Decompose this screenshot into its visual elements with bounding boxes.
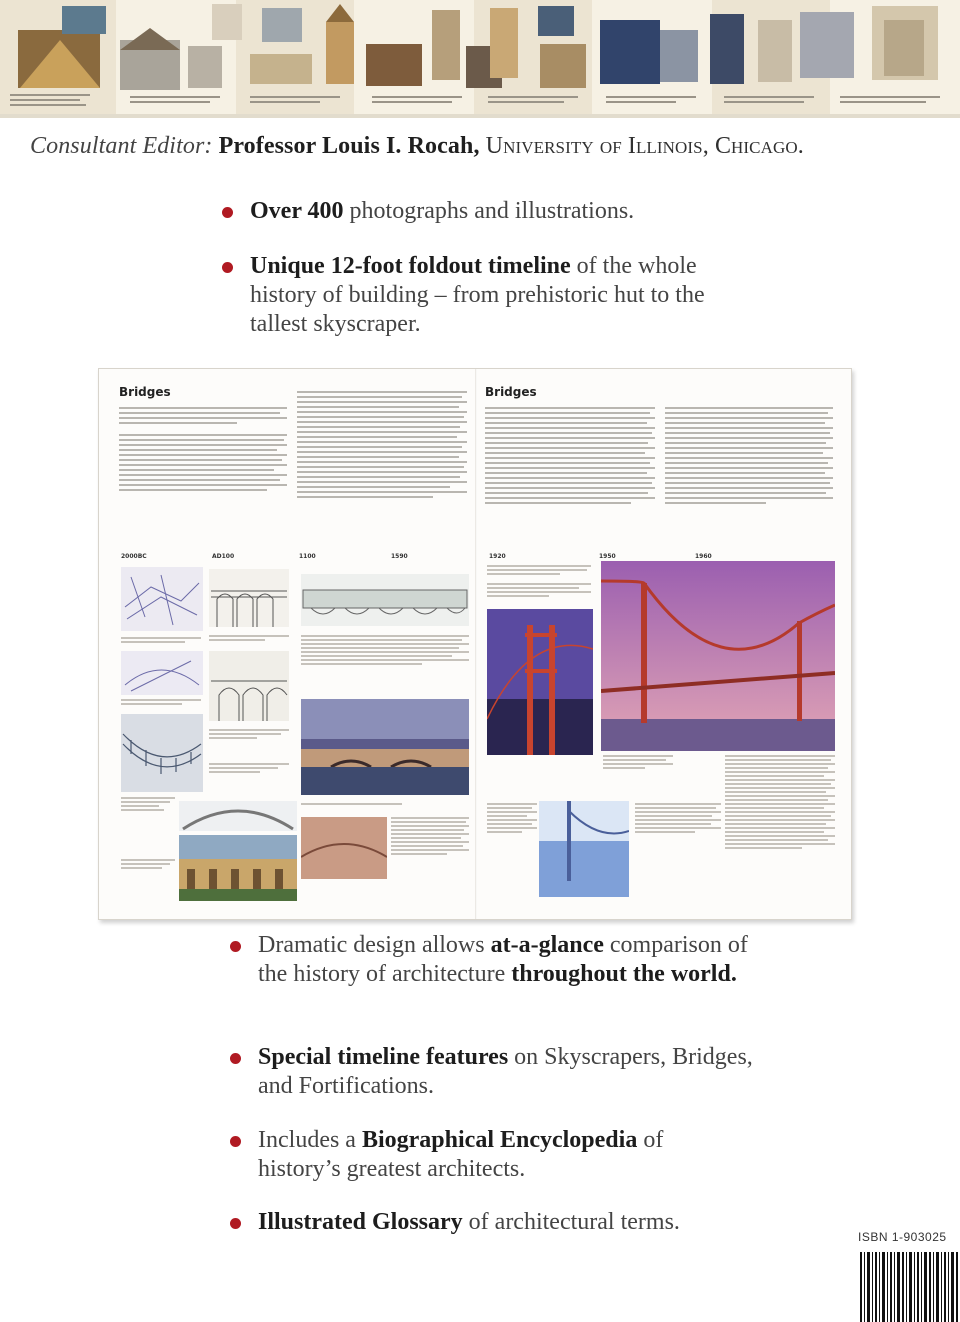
timeline-caption [209,763,289,775]
spread-fold [475,369,477,919]
timeline-caption [301,803,469,807]
feature-bullet-encyclopedia [230,1126,718,1184]
text-column [297,391,467,501]
timeline-year: 2000BC [121,553,147,560]
timeline-caption [635,803,721,835]
bullet-bold-text: throughout the world. [511,961,737,987]
bullet-bold-text: Over 400 [250,198,344,224]
ponte-vecchio-photo [301,699,469,795]
timeline-year: 1960 [695,553,712,560]
timeline-year: AD100 [212,553,235,560]
timeline-caption [121,859,175,871]
bullet-text: Includes a [258,1127,362,1153]
feature-bullet-photographs [222,197,770,226]
suspension-bridge-diagram [539,801,629,897]
right-page-title: Bridges [485,385,537,399]
consultant-name: Professor Louis I. Rocah, [218,133,480,159]
feature-bullet-glossary [230,1208,778,1237]
isbn-number: ISBN 1-903025 [858,1230,947,1244]
timeline-caption [121,699,201,707]
pont-du-gard-photo [179,835,297,901]
bullet-dot [222,207,233,218]
barcode [858,1252,960,1322]
timeline-year: 1920 [489,553,506,560]
bullet-text: photographs and illustrations. [343,198,635,224]
feature-bullet-design [230,931,778,989]
stone-arch-illustration [179,801,297,831]
bullet-text: of history’s greatest architects. [258,1127,664,1182]
bridge-illustration [121,651,203,695]
arch-bridge-illustration [209,651,289,721]
bridge-sketch-photo [301,817,387,879]
consultant-label: Consultant Editor: [30,133,213,159]
bridge-illustration [121,567,203,631]
bullet-text: of the whole history of building – from prehistoric hut to the tallest skyscraper. [250,253,705,337]
bullet-dot [230,1053,241,1064]
bullet-dot [230,941,241,952]
aqueduct-illustration [209,569,289,627]
feature-bullet-special-features [230,1043,758,1101]
timeline-caption [209,635,289,643]
timeline-caption [487,803,537,835]
timeline-caption [121,637,201,645]
timeline-caption [725,755,835,851]
timeline-caption [391,817,469,857]
feature-bullet-timeline [222,252,720,339]
rope-bridge-illustration [121,714,203,792]
consultant-affiliation: University of Illinois, Chicago. [485,133,804,159]
old-bridge-illustration [301,574,469,626]
suspension-bridge-photo [601,561,835,751]
timeline-caption [603,755,673,771]
timeline-caption [487,583,591,599]
bullet-bold-text: Special timeline features [258,1044,509,1070]
timeline-year: 1590 [391,553,408,560]
bullet-bold-text: at-a-glance [490,932,604,958]
bullet-bold-text: Unique 12-foot foldout timeline [250,253,571,279]
bullet-text: on Skyscrapers, Bridges, and Fortifications. [258,1044,753,1099]
left-page-title: Bridges [119,385,171,399]
timeline-caption [301,635,469,667]
bullet-dot [230,1136,241,1147]
timeline-caption [121,797,175,813]
timeline-caption [487,565,591,577]
consultant-editor-line [30,133,930,160]
bridges-spread-photo [98,368,852,920]
bullet-bold-text: Illustrated Glossary [258,1209,463,1235]
timeline-year: 1100 [299,553,316,560]
golden-gate-bridge-photo [487,609,593,755]
text-column [665,407,833,507]
timeline-caption [209,729,289,741]
bullet-bold-text: Biographical Encyclopedia [361,1127,638,1153]
bullet-text: comparison of the history of architecture [258,932,748,987]
bullet-text: of architectural terms. [462,1209,680,1235]
text-column [119,407,287,494]
bullet-text: Dramatic design allows [258,932,491,958]
bullet-dot [230,1218,241,1229]
bullet-dot [222,262,233,273]
timeline-year: 1950 [599,553,616,560]
text-column [485,407,655,507]
foldout-timeline-strip [0,0,960,118]
